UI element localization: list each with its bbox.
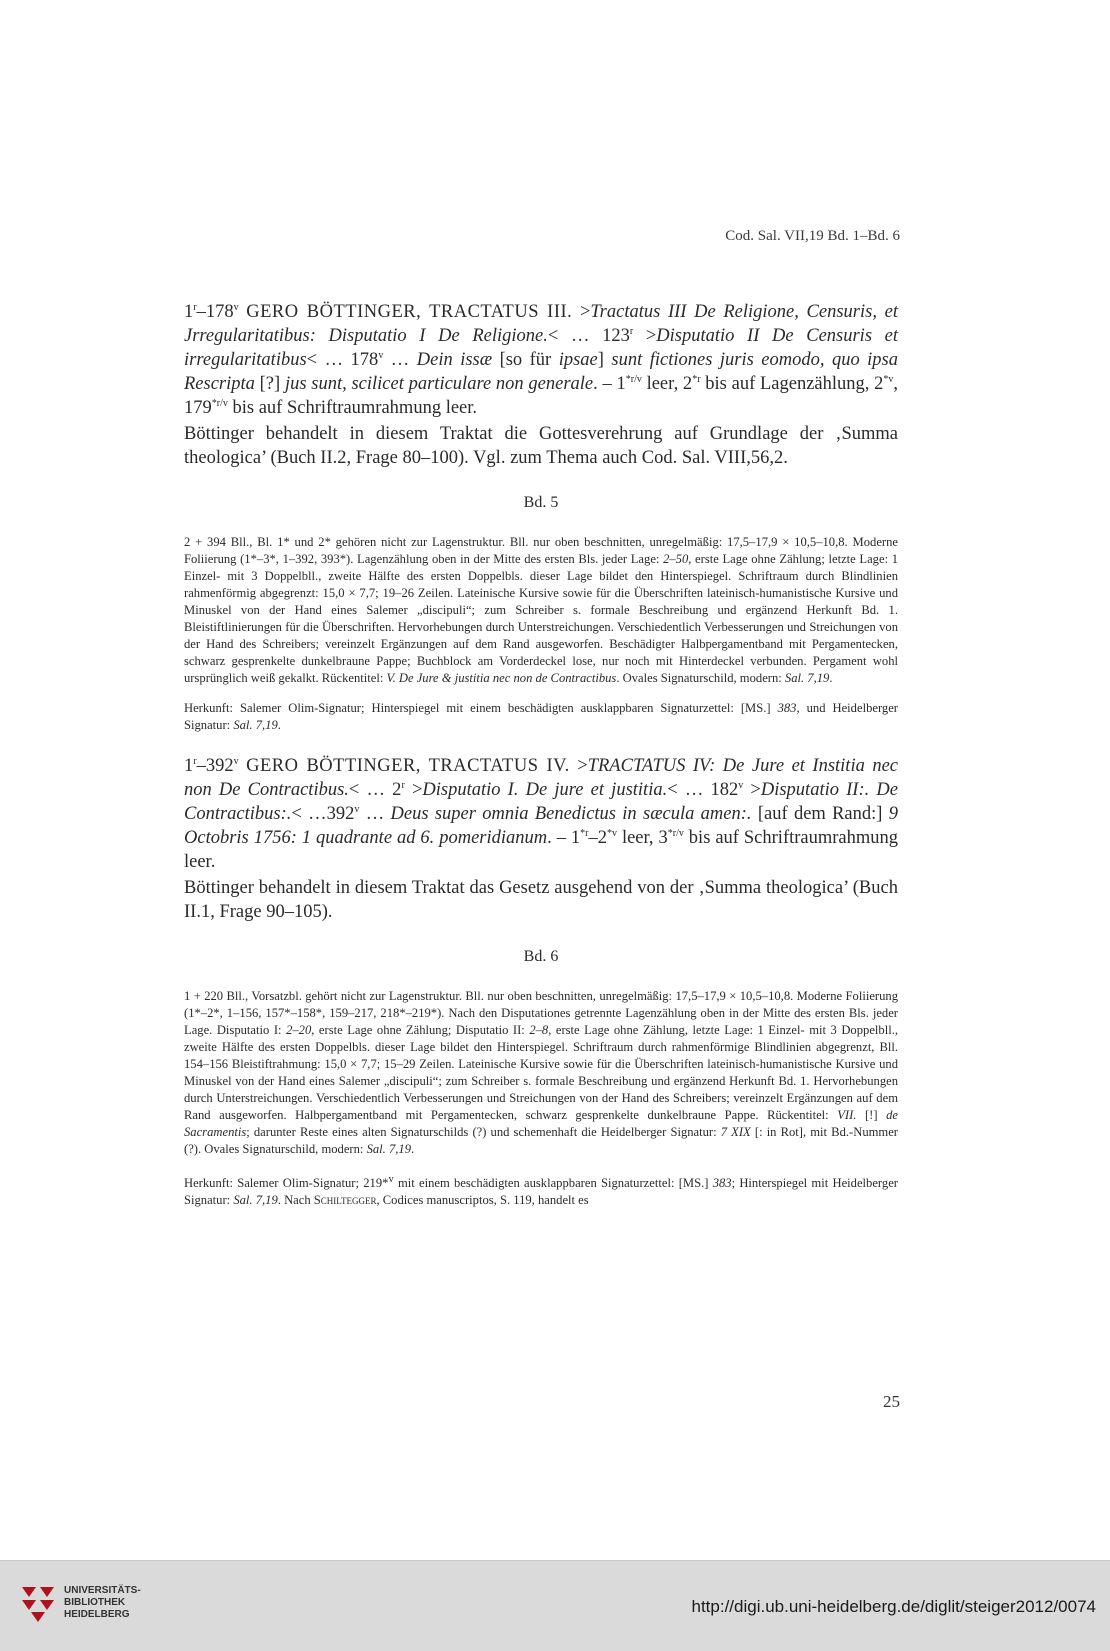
logo-line: BIBLIOTHEK: [64, 1597, 126, 1608]
logo-line: HEIDELBERG: [64, 1609, 130, 1620]
volume-heading: Bd. 6: [523, 948, 559, 965]
volume-description: 1 + 220 Bll., Vorsatzbl. gehört nicht zur Lagenstruktur. Bll. nur oben beschnitten, unregelmäßig: 17,5–17,9 × 10,5–10,8. Moderne Foliierung (1*–2*, 1–156, 157*–158*, 159–217, 218*–219*). Nach den Disputationes getrennte Lagenzählung oben in der Mitte des ersten Bls. jeder Lage. Disputatio I: 2–20, erste Lage ohne Zählung; Disputatio II: 2–8, erste Lage ohne Zählung, letzte Lage: 1 Einzel- mit 3 Doppelbll., zweite Hälfte des ersten Doppelbls. dieser Lage bildet den Hinterspiegel. Schriftraum durch rahmenförmige Blindlinien abgegrenzt, Bll. 154–156 Bleistiftrahmung: 15,0 × 7,7; 15–29 Zeilen. Lateinische Kursive sowie für die Überschriften lateinisch-humanistische Kursive und Minuskel von der Hand eines Salemer „discipuli“; zum Schreiber s. formale Beschreibung und ergänzend Herkunft Bd. 1. Hervorhebungen durch Unterstreichungen. Verschiedentlich Verbesserungen und Streichungen von der Hand des Schreibers; vereinzelt Ergänzungen auf dem Rand ausgeworfen. Halbpergamentband mit Pergamentecken, schwarz gesprenkelte dunkelbraune Pappe. Rückentitel: VII. [!] de Sacramentis; darunter Reste eines alten Signaturschilds (?) und schemenhaft die Heidelberger Signatur: 7 XIX [: in Rot], mit Bd.-Nummer (?). Ovales Signaturschild, modern: Sal. 7,19.: [184, 989, 898, 1156]
university-library-logo[interactable]: [20, 1583, 160, 1633]
running-head: Cod. Sal. VII,19 Bd. 1–Bd. 6: [725, 228, 900, 244]
footer-bar: [0, 1560, 1110, 1651]
volume-provenance: Herkunft: Salemer Olim-Signatur; 219*$^v$ mit einem beschädigten ausklappbaren Signaturzettel: [MS.] 383; Hinterspiegel mit Heidelberger Signatur: Sal. 7,19. Nach Schiltegger, Codices manuscriptos, S. 119, handelt es: [184, 1174, 898, 1208]
manuscript-entry-tractatus-iv: 1$^r$–392$^v$ GERO BÖTTINGER, TRACTATUS IV. >TRACTATUS IV: De Jure et Institia nec non De Contractibus.< … $2^r$ >Disputatio I. De jure et justitia.< … $182^v$ >Disputatio II:. De Contractibus:.< $\dots 392^v$ … Deus super omnia Benedictus in sæcula amen:. [auf dem Rand:] 9 Octobris 1756: 1 quadrante ad 6. pomeridianum. – 1$^{*r}$–2$^{*v}$ leer, $3^{*r/v}$ bis auf Schriftraumrahmung leer.: [184, 755, 899, 872]
logo-line: UNIVERSITÄTS-: [64, 1585, 141, 1596]
volume-heading: Bd. 5: [523, 494, 559, 511]
entry-note: Böttinger behandelt in diesem Traktat das Gesetz ausgehend von der ‚Summa theologica’ (Buch II.1, Frage 90–105).: [184, 878, 898, 922]
permalink-url[interactable]: http://digi.ub.uni-heidelberg.de/diglit/steiger2012/0074: [691, 1597, 1096, 1616]
volume-description: 2 + 394 Bll., Bl. 1* und 2* gehören nicht zur Lagenstruktur. Bll. nur oben beschnitten, unregelmäßig: 17,5–17,9 × 10,5–10,8. Moderne Foliierung (1*–3*, 1–392, 393*). Lagenzählung oben in der Mitte des ersten Bls. jeder Lage: 2–50, erste Lage ohne Zählung; letzte Lage: 1 Einzel- mit 3 Doppelbll., zweite Hälfte des ersten Doppelbls. dieser Lage bildet den Hinterspiegel. Schriftraum durch Blindlinien rahmenförmig abgegrenzt: 15,0 × 7,7; 19–26 Zeilen. Lateinische Kursive sowie für die Überschriften lateinisch-humanistische Kursive und Minuskel von der Hand eines Salemer „discipuli“; zum Schreiber s. formale Beschreibung und ergänzend Herkunft Bd. 1. Bleistiftlinierungen für die Überschriften. Hervorhebungen durch Unterstreichungen. Verschiedentlich Verbesserungen und Streichungen von der Hand des Schreibers; vereinzelt Ergänzungen auf dem Rand ausgeworfen. Beschädigter Halbpergamentband mit Pergamentecken, schwarz gesprenkelte dunkelbraune Pappe; Buchblock am Vorderdeckel lose, nur noch mit Hinterdeckel verbunden. Pergament wohl ursprünglich weiß gekalkt. Rückentitel: V. De Jure & justitia nec non de Contractibus. Ovales Signaturschild, modern: Sal. 7,19.: [184, 535, 899, 685]
library-logo-icon: [20, 1585, 58, 1623]
volume-provenance: Herkunft: Salemer Olim-Signatur; Hinterspiegel mit einem beschädigten ausklappbaren Signaturzettel: [MS.] 383, und Heidelberger Signatur: Sal. 7,19.: [184, 701, 898, 732]
entry-author: GERO BÖTTINGER, TRACTATUS III.: [246, 302, 573, 322]
entry-author: GERO BÖTTINGER, TRACTATUS IV.: [246, 756, 570, 776]
entry-note: Böttinger behandelt in diesem Traktat die Gottesverehrung auf Grundlage der ‚Summa theologica’ (Buch II.2, Frage 80–100). Vgl. zum Thema auch Cod. Sal. VIII,56,2.: [184, 424, 898, 468]
manuscript-entry-tractatus-iii: 1$^r$–178$^v$ GERO BÖTTINGER, TRACTATUS III. >Tractatus III De Religione, Censuris, et Jrregularitatibus: Disputatio I De Religione.< … $123^r$ >Disputatio II De Censuris et irregularitatibus< … 178$^v$ … Dein issæ [so für ipsae] sunt fictiones juris eomodo, quo ipsa Rescripta [?] jus sunt, scilicet particulare non generale. – $1^{*r/v}$ leer, 2$^{*r}$ bis auf Lagenzählung, 2$^{*v}$, $179^{*r/v}$ bis auf Schriftraumrahmung leer.: [184, 301, 899, 418]
page-number: 25: [883, 1392, 900, 1411]
page-content: [184, 300, 898, 1209]
